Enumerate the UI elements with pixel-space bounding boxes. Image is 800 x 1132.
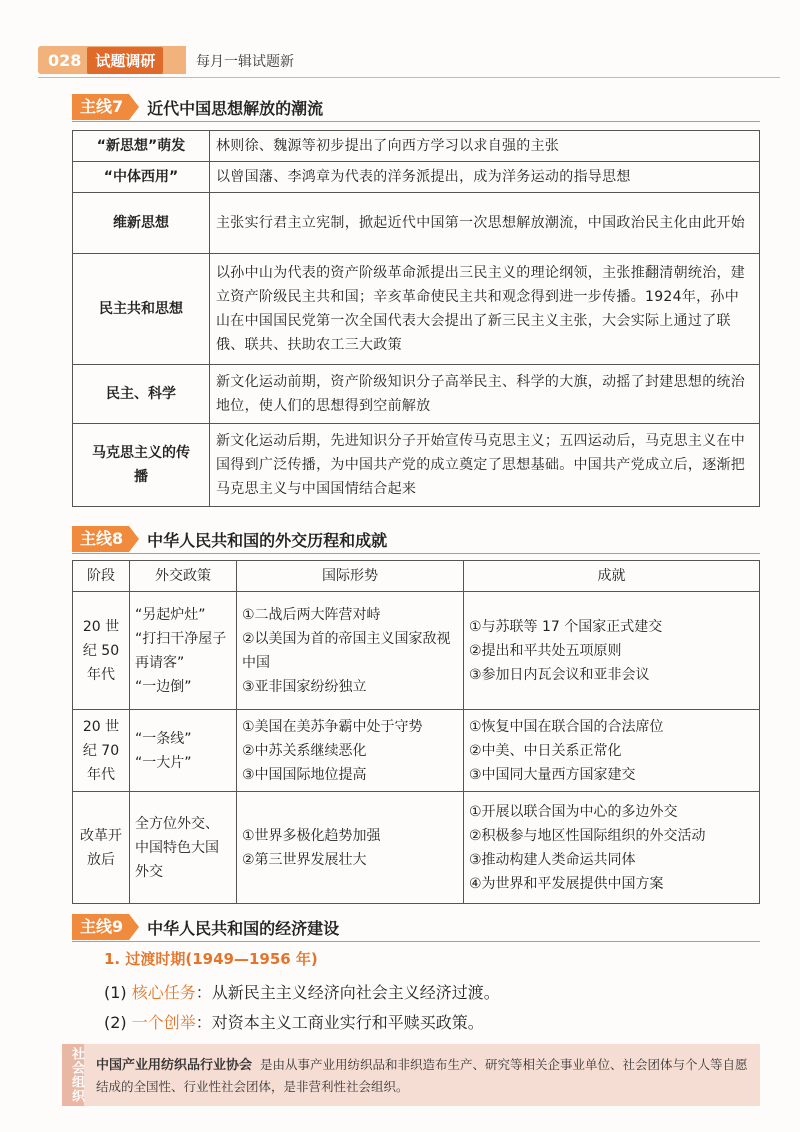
chevron-right-icon: [129, 526, 139, 552]
footer-tag: 社会组织: [62, 1044, 84, 1106]
situation-item: ②第三世界发展壮大: [242, 851, 367, 868]
situation-cell: [237, 592, 464, 710]
table-row: [73, 131, 760, 162]
section7-tag: 主线7: [72, 94, 129, 120]
footer-description: 是由从事产业用纺织品和非织造布生产、研究等相关企事业单位、社会团体与个人等自愿结成的全国性、行业性社会团体，是非营利性社会组织。: [96, 1057, 748, 1094]
table-row: [73, 254, 760, 365]
table-header-row: [73, 561, 760, 592]
row-text: 以曾国藩、李鸿章为代表的洋务派提出，成为洋务运动的指导思想: [210, 162, 760, 193]
section7-title: 近代中国思想解放的潮流: [147, 98, 324, 118]
policy-item: “一条线”: [135, 730, 192, 747]
item-keyword: 核心任务: [131, 983, 196, 1002]
policy-cell: [130, 710, 237, 792]
table-row: [73, 193, 760, 254]
achievement-item: ①开展以联合国为中心的多边外交: [469, 803, 678, 820]
row-text: 新文化运动前期，资产阶级知识分子高举民主、科学的大旗，动摇了封建思想的统治地位，使人们的思想得到空前解放: [210, 365, 760, 424]
situation-item: ③中国国际地位提高: [242, 766, 367, 783]
situation-cell: [237, 792, 464, 904]
table-row: [73, 792, 760, 904]
section7-header: [72, 94, 323, 120]
achievement-item: ③中国同大量西方国家建交: [469, 766, 636, 783]
page-badge: [38, 46, 186, 74]
policy-item: “打扫干净屋子再请客”: [135, 630, 227, 671]
footer-text: [96, 1054, 748, 1097]
achievement-item: ①与苏联等 17 个国家正式建交: [469, 618, 663, 635]
table-row: [73, 710, 760, 792]
row-label: 民主、科学: [73, 365, 210, 424]
header-divider: [38, 77, 780, 78]
row-label: 民主共和思想: [73, 254, 210, 365]
section9-header: [72, 914, 339, 940]
table-row: [73, 424, 760, 507]
row-label: “中体西用”: [73, 162, 210, 193]
achievement-item: ③参加日内瓦会议和亚非会议: [469, 666, 650, 683]
section8-rule: [72, 553, 760, 554]
achievement-item: ②积极参与地区性国际组织的外交活动: [469, 827, 706, 844]
column-header: 阶段: [73, 561, 130, 592]
column-header: 成就: [464, 561, 760, 592]
achievement-cell: [464, 792, 760, 904]
row-label: “新思想”萌发: [73, 131, 210, 162]
subsection-heading: 1. 过渡时期(1949—1956 年): [104, 950, 318, 968]
achievement-cell: [464, 710, 760, 792]
policy-cell: [130, 592, 237, 710]
achievement-item: ③推动构建人类命运共同体: [469, 851, 636, 868]
situation-item: ③亚非国家纷纷独立: [242, 678, 367, 695]
section8-tag: 主线8: [72, 526, 129, 552]
situation-item: ①世界多极化趋势加强: [242, 827, 381, 844]
section7-table: [72, 130, 760, 507]
item-text: ：对资本主义工商业实行和平赎买政策。: [195, 1013, 484, 1032]
page-number: 028: [48, 50, 82, 70]
section7-rule: [72, 121, 760, 122]
chevron-right-icon: [129, 914, 139, 940]
section-label: 试题调研: [87, 47, 163, 74]
table-row: [73, 365, 760, 424]
situation-item: ②中苏关系继续恶化: [242, 742, 367, 759]
achievement-item: ④为世界和平发展提供中国方案: [469, 875, 664, 892]
policy-item: “一边倒”: [135, 678, 192, 695]
policy-cell: 全方位外交、中国特色大国外交: [130, 792, 237, 904]
chevron-right-icon: [129, 94, 139, 120]
column-header: 外交政策: [130, 561, 237, 592]
item-text: ：从新民主主义经济向社会主义经济过渡。: [195, 983, 500, 1002]
page-header: [20, 46, 780, 76]
table-row: [73, 592, 760, 710]
phase-cell: 20 世纪 50 年代: [73, 592, 130, 710]
page-subtitle: 每月一辑试题新: [196, 54, 294, 70]
situation-item: ①二战后两大阵营对峙: [242, 606, 381, 623]
row-text: 新文化运动后期，先进知识分子开始宣传马克思主义；五四运动后，马克思主义在中国得到广泛传播，为中国共产党的成立奠定了思想基础。中国共产党成立后，逐渐把马克思主义与中国国情结合起来: [210, 424, 760, 507]
section9-item: [104, 980, 500, 1003]
section9-rule: [72, 941, 760, 942]
column-header: 国际形势: [237, 561, 464, 592]
phase-cell: 20 世纪 70 年代: [73, 710, 130, 792]
situation-item: ①美国在美苏争霸中处于守势: [242, 718, 423, 735]
row-text: 以孙中山为代表的资产阶级革命派提出三民主义的理论纲领，主张推翻清朝统治，建立资产阶级民主共和国；辛亥革命使民主共和观念得到进一步传播。1924年，孙中山在中国国民党第一次全国代表大会提出了新三民主义主张，大会实际上通过了联俄、联共、扶助农工三大政策: [210, 254, 760, 365]
footer-org-name: 中国产业用纺织品行业协会: [96, 1058, 253, 1073]
row-label: 维新思想: [73, 193, 210, 254]
policy-item: “另起炉灶”: [135, 606, 206, 623]
item-prefix: (1): [104, 983, 127, 1002]
row-text: 主张实行君主立宪制，掀起近代中国第一次思想解放潮流，中国政治民主化由此开始: [210, 193, 760, 254]
item-keyword: 一个创举: [131, 1013, 196, 1032]
policy-item: “一大片”: [135, 754, 192, 771]
section8-table: [72, 560, 760, 904]
section9-tag: 主线9: [72, 914, 129, 940]
item-prefix: (2): [104, 1013, 127, 1032]
situation-cell: [237, 710, 464, 792]
section8-title: 中华人民共和国的外交历程和成就: [147, 530, 388, 550]
achievement-cell: [464, 592, 760, 710]
situation-item: ②以美国为首的帝国主义国家敌视中国: [242, 630, 451, 671]
achievement-item: ②中美、中日关系正常化: [469, 742, 622, 759]
section9-title: 中华人民共和国的经济建设: [147, 918, 340, 938]
section8-header: [72, 526, 387, 552]
achievement-item: ②提出和平共处五项原则: [469, 642, 622, 659]
phase-cell: 改革开放后: [73, 792, 130, 904]
table-row: [73, 162, 760, 193]
row-label: 马克思主义的传播: [73, 424, 210, 507]
row-text: 林则徐、魏源等初步提出了向西方学习以求自强的主张: [210, 131, 760, 162]
achievement-item: ①恢复中国在联合国的合法席位: [469, 718, 664, 735]
section9-item: [104, 1010, 484, 1033]
footer-box: [62, 1044, 760, 1106]
